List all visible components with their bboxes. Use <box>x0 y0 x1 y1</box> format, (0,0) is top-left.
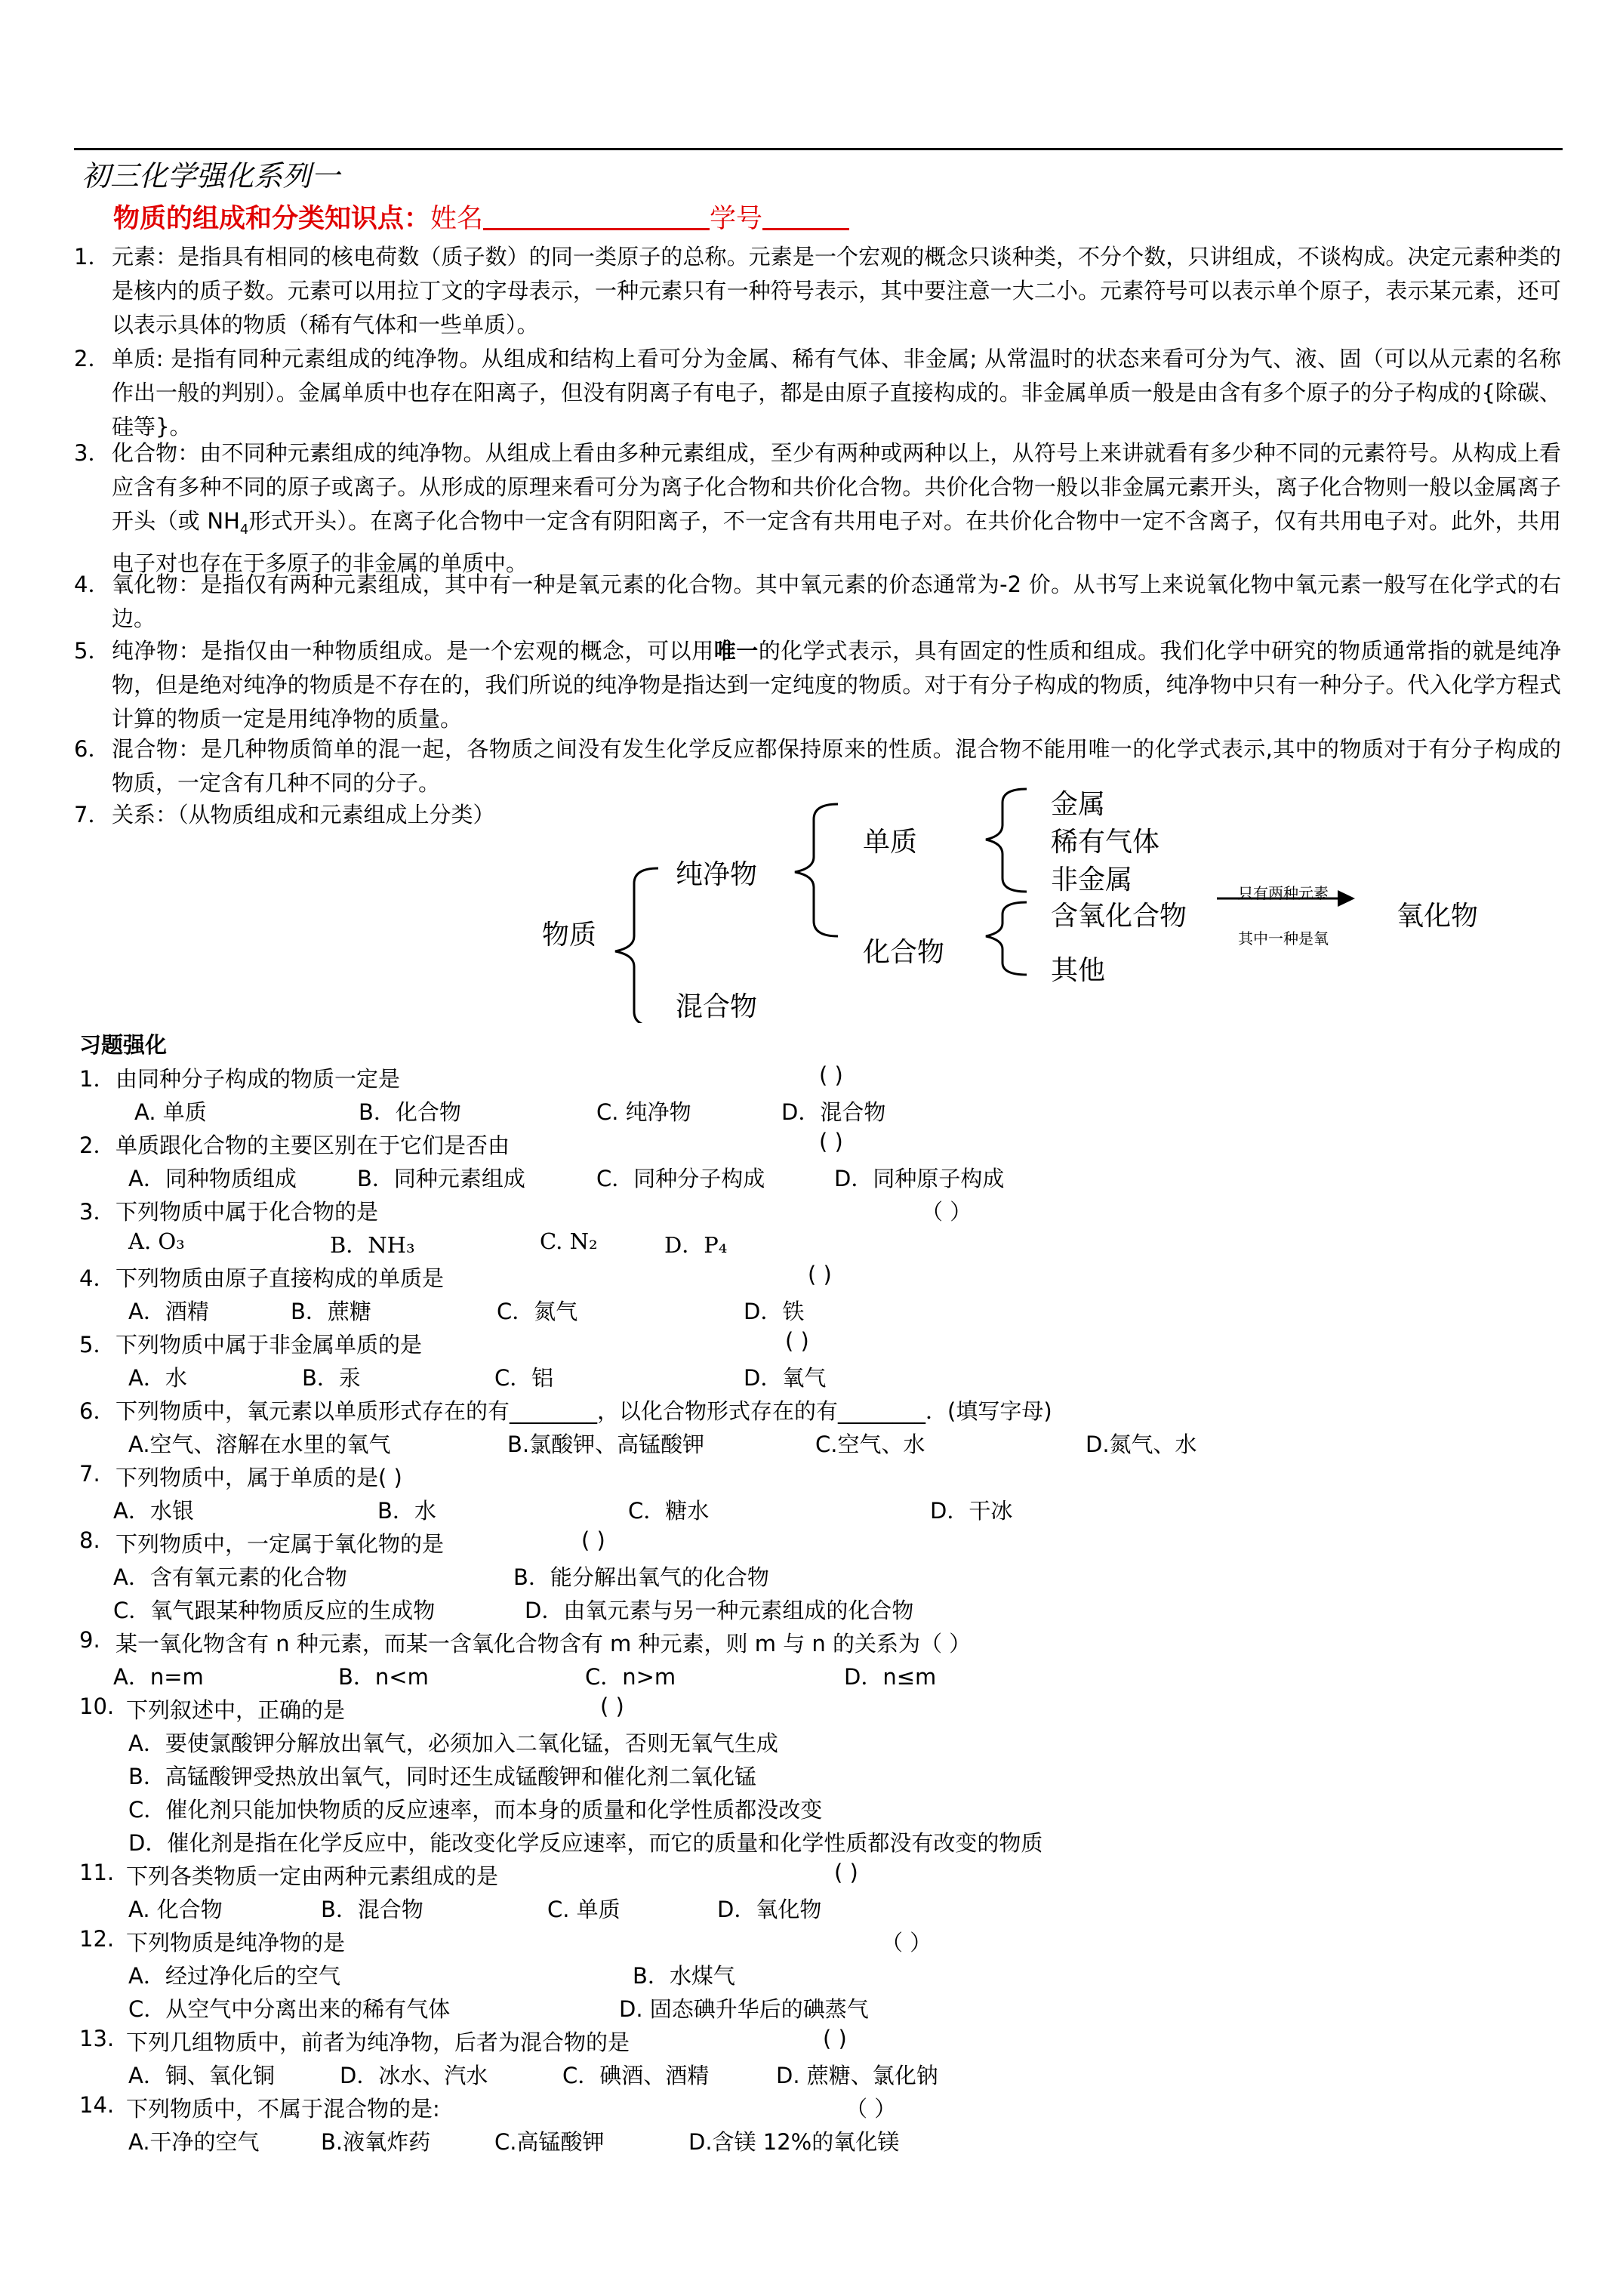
question-number: 11. <box>79 1860 115 1885</box>
option-a[interactable]: A．同种物质组成 <box>128 1166 297 1191</box>
option-c[interactable]: C．碘酒、酒精 <box>562 2063 710 2088</box>
option-b[interactable]: B．水煤气 <box>633 1963 735 1989</box>
question-number: 13. <box>79 2026 115 2051</box>
option-a[interactable]: A．水 <box>128 1365 187 1391</box>
option-b[interactable]: B.氯酸钾、高锰酸钾 <box>507 1432 705 1457</box>
option-c[interactable]: C．同种分子构成 <box>596 1166 765 1191</box>
name-label: 姓名 <box>430 204 484 234</box>
question-number: 1． <box>79 1066 115 1092</box>
option-d[interactable]: D．铁 <box>744 1299 805 1324</box>
answer-bracket[interactable]: ( ) <box>785 1328 809 1354</box>
question-number: 8. <box>79 1527 100 1553</box>
option-b[interactable]: B．能分解出氧气的化合物 <box>513 1564 769 1590</box>
option-d[interactable]: D．n≤m <box>844 1664 937 1690</box>
option-b[interactable]: B．n<m <box>338 1664 429 1690</box>
option-a[interactable]: A．要使氯酸钾分解放出氧气，必须加入二氧化锰，否则无氧气生成 <box>128 1730 778 1756</box>
diagram-nonmetal: 非金属 <box>1051 864 1133 895</box>
question-number: 12. <box>79 1926 115 1952</box>
option-d[interactable]: D. 蔗糖、氯化钠 <box>776 2063 938 2088</box>
question-text: 下列物质中，一定属于氧化物的是 <box>115 1531 445 1557</box>
question-text: 下列物质由原子直接构成的单质是 <box>115 1265 445 1291</box>
option-a[interactable]: A.空气、溶解在水里的氧气 <box>128 1432 391 1457</box>
brace-pure <box>795 804 838 936</box>
name-blank[interactable] <box>483 205 710 230</box>
brace-element <box>986 789 1027 892</box>
option-c[interactable]: C．氧气跟某种物质反应的生成物 <box>113 1598 436 1623</box>
question-number: 10. <box>79 1693 115 1719</box>
kp-text: 混合物：是几种物质简单的混一起，各物质之间没有发生化学反应都保持原来的性质。混合物不能用唯一的化学式表示,其中的物质对于有分子构成的物质，一定含有几种不同的分子。 <box>112 736 1561 796</box>
answer-bracket[interactable]: ( ) <box>834 1860 858 1885</box>
arrow-label-bottom: 其中一种是氧 <box>1238 929 1329 948</box>
option-a[interactable]: A．水银 <box>113 1498 194 1524</box>
question-text: 下列物质是纯净物的是 <box>126 1930 346 1955</box>
knowledge-point-5 <box>74 634 1561 736</box>
classification-diagram <box>0 781 1623 1023</box>
diagram-oxide: 氧化物 <box>1397 901 1479 932</box>
option-b[interactable]: B．汞 <box>302 1365 361 1391</box>
diagram-oxygen-compound: 含氧化合物 <box>1051 901 1187 932</box>
diagram-compound: 化合物 <box>863 937 945 968</box>
option-a[interactable]: A. 单质 <box>134 1099 207 1125</box>
exercises-title: 习题强化 <box>79 1032 168 1058</box>
option-b[interactable]: B.液氧炸药 <box>321 2129 431 2155</box>
diagram-other: 其他 <box>1051 955 1106 986</box>
option-c[interactable]: C．糖水 <box>628 1498 710 1524</box>
question-text: 下列几组物质中，前者为纯净物，后者为混合物的是 <box>126 2029 630 2055</box>
oxide-arrowhead <box>1338 890 1355 907</box>
option-c[interactable]: C.空气、水 <box>815 1432 925 1457</box>
diagram-noble-gas: 稀有气体 <box>1051 827 1160 858</box>
option-c[interactable]: C.高锰酸钾 <box>494 2129 605 2155</box>
option-a[interactable]: A．n=m <box>113 1664 204 1690</box>
series-title: 初三化学强化系列一 <box>82 159 340 193</box>
question-number: 14. <box>79 2092 115 2118</box>
option-c[interactable]: C．催化剂只能加快物质的反应速率，而本身的质量和化学性质都没改变 <box>128 1797 823 1823</box>
option-c[interactable]: C．n>m <box>585 1664 676 1690</box>
option-a[interactable]: A．经过净化后的空气 <box>128 1963 340 1989</box>
kp-subscript: 4 <box>239 521 249 538</box>
question-text: 由同种分子构成的物质一定是 <box>115 1066 401 1092</box>
question-text: 下列各类物质一定由两种元素组成的是 <box>126 1863 499 1889</box>
option-c[interactable]: C. 单质 <box>547 1897 621 1922</box>
option-d[interactable]: D. 固态碘升华后的碘蒸气 <box>619 1996 869 2022</box>
question-number: 4． <box>79 1265 115 1291</box>
answer-bracket[interactable]: （ ） <box>881 1930 932 1955</box>
option-b[interactable]: B．蔗糖 <box>291 1299 371 1324</box>
kp-text: 关系：（从物质组成和元素组成上分类） <box>112 802 495 827</box>
question-text: 下列物质中属于化合物的是 <box>115 1199 379 1225</box>
option-c[interactable]: C．铝 <box>494 1365 554 1391</box>
option-d[interactable]: D.氮气、水 <box>1086 1432 1197 1457</box>
diagram-braces <box>0 781 1623 1023</box>
kp-text-part: 形式开头）。在离子化合物中一定含有阴阳离子，不一定含有共用电子对。在共价化合物中一定不含离子，仅有共用电子对。此外，共用电子对也存在于多原子的非金属的单质中。 <box>112 508 1561 576</box>
option-d[interactable]: D．混合物 <box>781 1099 886 1125</box>
kp-number: 1． <box>74 244 110 270</box>
diagram-root: 物质 <box>542 920 597 951</box>
option-a[interactable]: A．含有氧元素的化合物 <box>113 1564 347 1590</box>
question-number: 7. <box>79 1461 100 1487</box>
kp-number: 5． <box>74 638 110 664</box>
kp-text-part: 的化学式表示，具有固定的性质和组成。我们化学中研究的物质通常指的就是纯净物，但是绝对纯净的物质是不存在的，我们所说的纯净物是指达到一定纯度的物质。对于有分子构成的物质，纯净物中只有一种分子。代入化学方程式计算的物质一定是用纯净物的质量。 <box>112 638 1561 732</box>
option-b[interactable]: D．冰水、汽水 <box>340 2063 488 2088</box>
kp-text <box>112 436 1561 581</box>
option-b[interactable]: B．化合物 <box>359 1099 461 1125</box>
option-a[interactable]: A.干净的空气 <box>128 2129 260 2155</box>
option-b[interactable]: B．水 <box>377 1498 436 1524</box>
option-b[interactable]: B．NH₃ <box>330 1232 415 1258</box>
kp-text-part: 纯净物：是指仅由一种物质组成。是一个宏观的概念，可以用 <box>112 638 714 664</box>
arrow-label-top: 只有两种元素 <box>1238 884 1329 902</box>
heading-label: 物质的组成和分类知识点： <box>113 203 431 234</box>
kp-text: 单质: 是指有同种元素组成的纯净物。从组成和结构上看可分为金属、稀有气体、非金属; 从常温时的状态来看可分为气、液、固（可以从元素的名称作出一般的判别）。金属单质中也存在阳离子，但没有阴离子有电子，都是由原子直接构成的。非金属单质一般是由含有多个原子的分子构成的{除碳、硅等}。 <box>112 346 1561 439</box>
question-number: 3． <box>79 1199 115 1225</box>
answer-bracket[interactable]: ( ) <box>819 1062 843 1088</box>
option-d[interactable]: D．干冰 <box>930 1498 1013 1524</box>
question-text: 下列物质中，氧元素以单质形式存在的有________，以化合物形式存在的有________．(填写字母) <box>115 1398 1052 1424</box>
brace-compound <box>986 902 1027 975</box>
option-d[interactable]: D．P₄ <box>664 1232 728 1258</box>
brace-root <box>615 868 658 1023</box>
kp-text: 氧化物：是指仅有两种元素组成，其中有一种是氧元素的化合物。其中氧元素的价态通常为-2 价。从书写上来说氧化物中氧元素一般写在化学式的右边。 <box>112 572 1561 631</box>
kp-text: 元素：是指具有相同的核电荷数（质子数）的同一类原子的总称。元素是一个宏观的概念只谈种类，不分个数，只讲组成，不谈构成。决定元素种类的是核内的质子数。元素可以用拉丁文的字母表示，一种元素只有一种符号表示，其中要注意一大二小。元素符号可以表示单个原子，表示某元素，还可以表示具体的物质（稀有气体和一些单质）。 <box>112 244 1561 337</box>
top-rule <box>74 148 1563 150</box>
answer-bracket[interactable]: ( ) <box>808 1262 832 1287</box>
option-d[interactable]: D．同种原子构成 <box>834 1166 1005 1191</box>
diagram-metal: 金属 <box>1051 789 1106 820</box>
diagram-element: 单质 <box>863 827 918 858</box>
option-d[interactable]: D．氧化物 <box>717 1897 822 1922</box>
question-text: 下列物质中，属于单质的是( ) <box>115 1465 402 1490</box>
option-d[interactable]: D．氧气 <box>744 1365 827 1391</box>
kp-number: 3． <box>74 440 110 466</box>
option-b[interactable]: B．同种元素组成 <box>357 1166 525 1191</box>
option-a[interactable]: A. O₃ <box>128 1228 185 1254</box>
page-heading <box>113 198 849 236</box>
kp-text <box>112 634 1561 736</box>
knowledge-point-2 <box>74 342 1561 444</box>
knowledge-point-1 <box>74 240 1561 342</box>
question-text: 下列物质中属于非金属单质的是 <box>115 1332 423 1358</box>
option-d[interactable]: D．催化剂是指在化学反应中，能改变化学反应速率，而它的质量和化学性质都没有改变的物质 <box>128 1830 1043 1856</box>
answer-bracket[interactable]: ( ) <box>600 1693 624 1719</box>
knowledge-point-4 <box>74 568 1561 636</box>
answer-bracket[interactable]: （ ） <box>921 1199 972 1225</box>
option-b[interactable]: B．高锰酸钾受热放出氧气，同时还生成锰酸钾和催化剂二氧化锰 <box>128 1764 756 1789</box>
answer-bracket[interactable]: （ ） <box>845 2096 897 2122</box>
option-a[interactable]: A．酒精 <box>128 1299 209 1324</box>
question-text: 某一氧化物含有 n 种元素，而某一含氧化合物含有 m 种元素，则 m 与 n 的关系为（ ） <box>115 1631 972 1657</box>
kp-number: 7． <box>74 802 110 827</box>
option-a[interactable]: A. 化合物 <box>128 1897 223 1922</box>
option-d[interactable]: D.含镁 12%的氧化镁 <box>688 2129 900 2155</box>
option-c[interactable]: C．从空气中分离出来的稀有气体 <box>128 1996 451 2022</box>
answer-bracket[interactable]: ( ) <box>581 1527 605 1553</box>
kp-number: 2． <box>74 346 110 371</box>
kp-text-part: 化合物：由不同种元素组成的纯净物。从组成上看由多种元素组成，至少有两种或两种以上，从符号上来讲就看有多少种不同的元素符号。从构成上看应含有多种不同的原子或离子。从形成的原理来看可分为离子化合物和共价化合物。共价化合物一般以非金属元素开头，离子化合物则一般以金属离子开头（或 NH <box>112 440 1561 534</box>
question-number: 9. <box>79 1627 100 1653</box>
question-number: 6． <box>79 1398 115 1424</box>
option-c[interactable]: C．氮气 <box>497 1299 578 1324</box>
diagram-pure: 纯净物 <box>676 859 758 890</box>
kp-bold-text: 唯一 <box>713 638 759 664</box>
diagram-mixture: 混合物 <box>676 991 758 1022</box>
question-text: 单质跟化合物的主要区别在于它们是否由 <box>115 1133 510 1158</box>
knowledge-point-3 <box>74 436 1561 581</box>
question-number: 5． <box>79 1332 115 1358</box>
option-a[interactable]: A．铜、氧化铜 <box>128 2063 275 2088</box>
option-b[interactable]: B．混合物 <box>321 1897 423 1922</box>
id-label: 学号 <box>710 204 763 234</box>
kp-number: 6． <box>74 736 110 762</box>
answer-bracket[interactable]: ( ) <box>819 1129 843 1154</box>
kp-number: 4． <box>74 572 110 597</box>
id-blank[interactable] <box>762 205 849 230</box>
question-text: 下列物质中，不属于混合物的是: <box>126 2096 440 2122</box>
option-d[interactable]: D．由氧元素与另一种元素组成的化合物 <box>525 1598 914 1623</box>
answer-bracket[interactable]: ( ) <box>823 2026 847 2051</box>
option-c[interactable]: C. N₂ <box>540 1228 598 1254</box>
question-number: 2． <box>79 1133 115 1158</box>
option-c[interactable]: C. 纯净物 <box>596 1099 691 1125</box>
question-text: 下列叙述中，正确的是 <box>126 1697 346 1723</box>
